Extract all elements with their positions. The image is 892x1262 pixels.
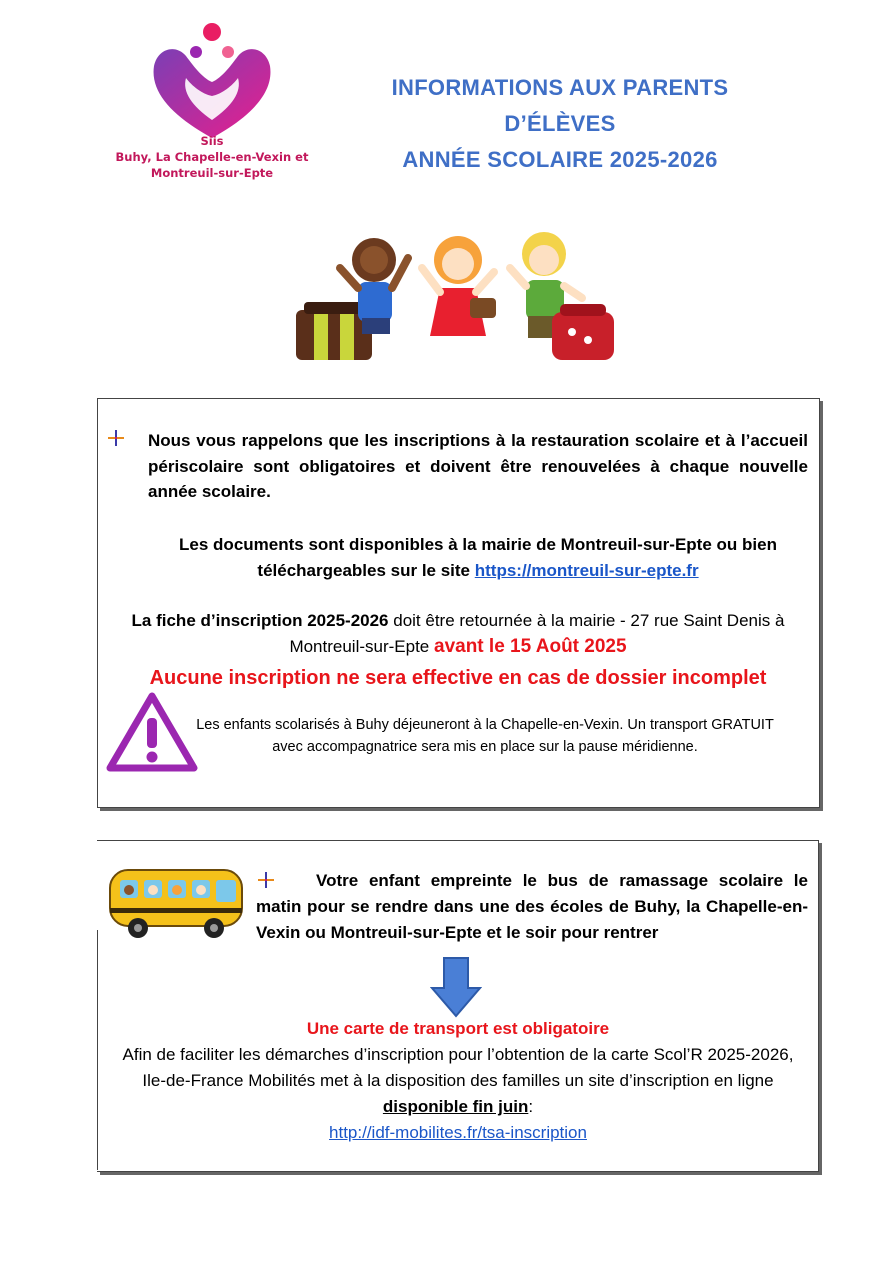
mairie-website-link[interactable]: https://montreuil-sur-epte.fr [474,561,699,580]
title-line-3: ANNÉE SCOLAIRE 2025-2026 [402,147,718,172]
four-point-star-icon [108,430,124,446]
bullet-1 [108,430,124,451]
box-border-left [97,930,98,1170]
siis-logo [112,20,312,190]
card-text: Afin de faciliter les démarches d’inscription pour l’obtention de la carte Scol’R 2025-2026, Ile-de-France Mobilités met à la disposition des familles un site d’inscription en ligne [122,1045,794,1090]
form-deadline: avant le 15 Août 2025 [434,636,627,657]
title-line-2: D’ÉLÈVES [504,111,616,136]
bus-text: Votre enfant empreinte le bus de ramassage scolaire le matin pour se rendre dans une des écoles de Buhy, la Chapelle-en-Vexin ou Montreuil-sur-Epte et le soir pour rentrer [256,871,808,942]
logo-line-2: Buhy, La Chapelle-en-Vexin et [115,150,309,164]
documents-text: Les documents sont disponibles à la mairie de Montreuil-sur-Epte ou bien téléchargeables sur le site [179,535,777,580]
title-line-1: INFORMATIONS AUX PARENTS [391,75,729,100]
form-paragraph [110,608,806,660]
card-available-text: disponible fin juin [382,1097,529,1116]
lunch-transport-note: Les enfants scolarisés à Buhy déjeuneront à la Chapelle-en-Vexin. Un transport GRATUIT avec accompagnatrice sera mis en place sur la pause méridienne. [196,717,774,755]
bus-paragraph [256,868,808,946]
card-required-heading: Une carte de transport est obligatoire [306,1019,610,1038]
girl-red-dress-icon [422,236,496,336]
logo-line-3: Montreuil-sur-Epte [150,166,274,180]
idf-mobilites-link[interactable]: http://idf-mobilites.fr/tsa-inscription [329,1123,587,1142]
reminder-text: Nous vous rappelons que les inscriptions à la restauration scolaire et à l’accueil périscolaire sont obligatoires et doivent être renouvelées à chaque nouvelle année scolaire. [148,431,808,501]
logo-line-1: Siis [200,134,224,148]
logo-mark [112,20,312,148]
incomplete-warning: Aucune inscription ne sera effective en cas de dossier incomplet [149,667,767,689]
transport-card-paragraph [110,1016,806,1146]
red-schoolbag-icon [552,304,614,360]
form-name: La fiche d’inscription 2025-2026 [131,611,389,630]
page-title [330,70,790,178]
children-illustration [290,228,630,368]
school-bus-icon [106,860,246,942]
card-colon: : [528,1097,534,1116]
arrow-down-icon [430,956,482,1018]
documents-paragraph [128,532,828,584]
form-return-text: doit être retournée à la mairie - 27 rue Saint Denis à Montreuil-sur-Epte [289,611,785,656]
warning-triangle-icon [104,690,200,774]
